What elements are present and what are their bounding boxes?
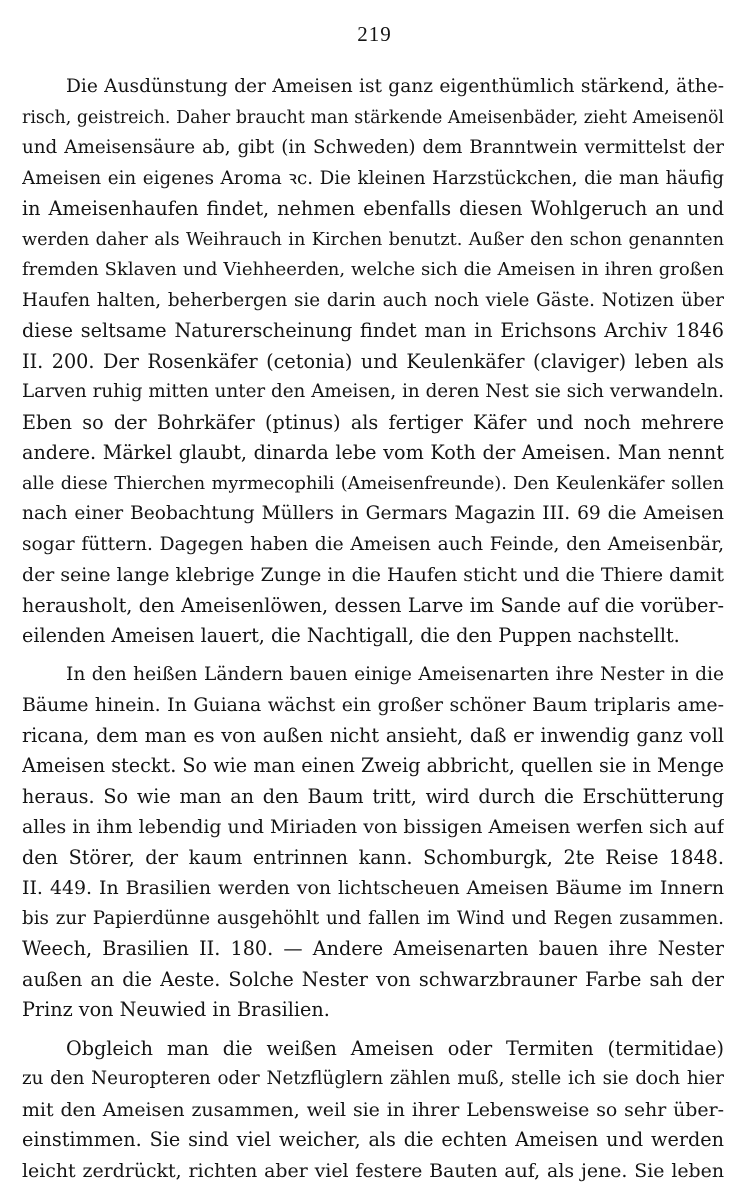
text-line: leicht zerdrückt, richten aber viel festere Bauten auf, als jene. Sie leben <box>22 1159 724 1182</box>
text-line: Ameisen steckt. So wie man einen Zweig abbricht, quellen sie in Menge <box>22 754 724 777</box>
text-line: und Ameisensäure ab, gibt (in Schweden) dem Branntwein vermittelst der <box>22 137 724 158</box>
text-line: der seine lange klebrige Zunge in die Haufen sticht und die Thiere damit <box>22 564 724 586</box>
text-line: andere. Märkel glaubt, dinarda lebe vom Koth der Ameisen. Man nennt <box>22 441 724 464</box>
paragraph-2 <box>22 660 724 1026</box>
text-line: bis zur Papierdünne ausgehöhlt und fallen im Wind und Regen zusammen. <box>22 907 724 929</box>
text-line: in Ameisenhaufen findet, nehmen ebenfalls diesen Wohlgeruch an und <box>22 197 724 220</box>
text-line: Obgleich man die weißen Ameisen oder Termiten (termitidae) <box>66 1036 724 1060</box>
text-line: alles in ihm lebendig und Miriaden von bissigen Ameisen werfen sich auf <box>22 816 724 838</box>
text-line: alle diese Thierchen myrmecophili (Ameisenfreunde). Den Keulenkäfer sollen <box>22 473 724 494</box>
text-line: Ameisen ein eigenes Aroma ꝛc. Die kleinen Harzstückchen, die man häufig <box>22 167 724 189</box>
paragraph-3 <box>22 1034 724 1187</box>
text-line: In den heißen Ländern bauen einige Ameisenarten ihre Nester in die <box>66 663 724 685</box>
text-line: Weech, Brasilien II. 180. — Andere Ameisenarten bauen ihre Nester <box>22 937 724 960</box>
text-line: herausholt, den Ameisenlöwen, dessen Larve im Sande auf die vorüber- <box>22 593 724 617</box>
paragraph-1 <box>22 72 724 652</box>
text-line: werden daher als Weihrauch in Kirchen benutzt. Außer den schon genannten <box>22 229 724 250</box>
text-line: den Störer, der kaum entrinnen kann. Schomburgk, 2te Reise 1848. <box>22 845 724 869</box>
text-line: Eben so der Bohrkäfer (ptinus) als fertiger Käfer und noch mehrere <box>22 410 724 434</box>
text-line: diese seltsame Naturerscheinung findet man in Erichsons Archiv 1846 <box>22 319 724 342</box>
text-line: Bäume hinein. In Guiana wächst ein großer schöner Baum triplaris ame- <box>22 694 724 716</box>
paragraph-gap <box>22 652 724 660</box>
text-line: II. 449. In Brasilien werden von lichtscheuen Ameisen Bäume im Innern <box>22 877 724 899</box>
text-line: fremden Sklaven und Viehheerden, welche sich die Ameisen in ihren großen <box>22 259 724 280</box>
text-line: ricana, dem man es von außen nicht ansieht, daß er inwendig ganz voll <box>22 723 724 747</box>
text-line: Die Ausdünstung der Ameisen ist ganz eigenthümlich stärkend, äthe- <box>66 76 724 97</box>
paragraph-gap <box>22 1026 724 1034</box>
text-line: einstimmen. Sie sind viel weicher, als die echten Ameisen und werden <box>22 1128 724 1151</box>
text-line: außen an die Aeste. Solche Nester von schwarzbrauner Farbe sah der <box>22 967 724 991</box>
text-line: Larven ruhig mitten unter den Ameisen, in deren Nest sie sich verwandeln. <box>22 381 724 402</box>
body-text <box>22 72 724 1186</box>
text-line: risch, geistreich. Daher braucht man stärkende Ameisenbäder, zieht Ameisenöl <box>22 107 724 128</box>
text-line: heraus. So wie man an den Baum tritt, wird durch die Erschütterung <box>22 784 724 808</box>
text-line: II. 200. Der Rosenkäfer (cetonia) und Keulenkäfer (claviger) leben als <box>22 349 724 373</box>
text-line: sogar füttern. Dagegen haben die Ameisen auch Feinde, den Ameisenbär, <box>22 533 724 555</box>
text-line: Prinz von Neuwied in Brasilien. <box>22 998 330 1021</box>
text-line: mit den Ameisen zusammen, weil sie in ihrer Lebensweise so sehr über- <box>22 1098 724 1121</box>
text-line: Haufen halten, beherbergen sie darin auch noch viele Gäste. Notizen über <box>22 289 724 311</box>
text-line: eilenden Ameisen lauert, die Nachtigall, die den Puppen nachstellt. <box>22 624 680 647</box>
page-number: 219 <box>357 22 392 46</box>
text-line: zu den Neuropteren oder Netzflüglern zählen muß, stelle ich sie doch hier <box>22 1068 724 1089</box>
text-line: nach einer Beobachtung Müllers in Germars Magazin III. 69 die Ameisen <box>22 503 724 524</box>
